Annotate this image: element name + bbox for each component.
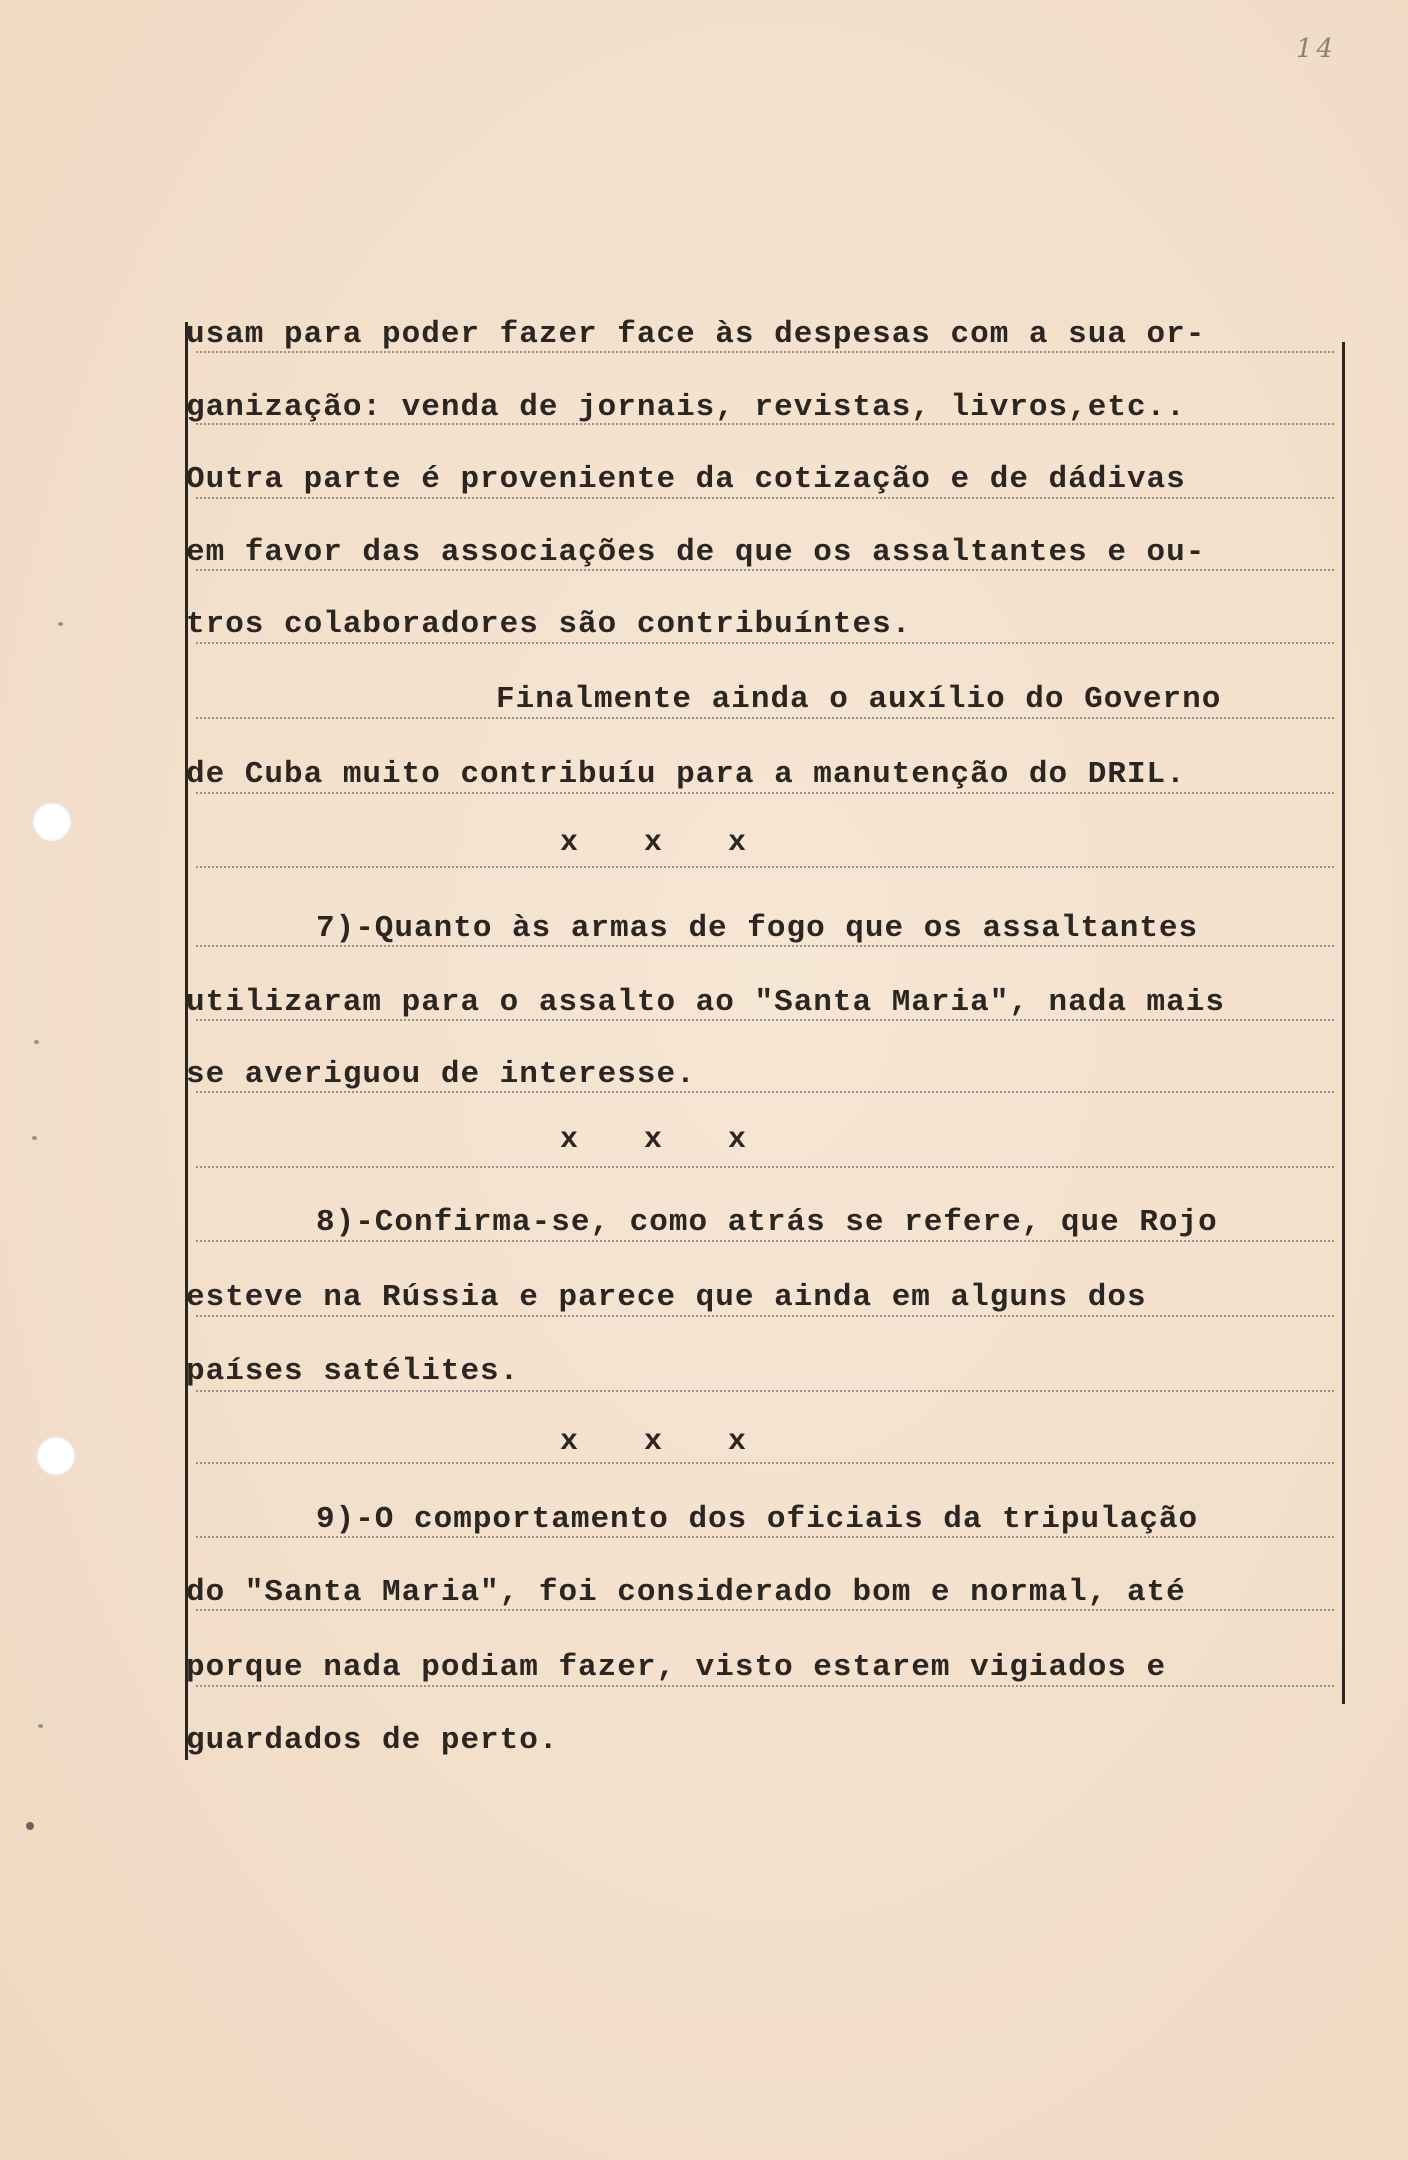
numbered-item-8: 8)-Confirma-se, como atrás se refere, que Rojo	[316, 1205, 1218, 1240]
text-line: utilizaram para o assalto ao "Santa Maria", nada mais	[186, 985, 1225, 1020]
punch-hole-bottom	[36, 1436, 76, 1476]
text-line: Outra parte é proveniente da cotização e de dádivas	[186, 462, 1186, 497]
text-line: tros colaboradores são contribuíntes.	[186, 607, 912, 642]
paper-speck	[26, 1822, 34, 1830]
text-line: de Cuba muito contribuíu para a manutenção do DRIL.	[186, 757, 1186, 792]
dotted-rule	[196, 1462, 1334, 1464]
section-separator: x x x	[560, 1425, 747, 1459]
text-line: guardados de perto.	[186, 1723, 559, 1758]
text-line: porque nada podiam fazer, visto estarem vigiados e	[186, 1650, 1167, 1685]
text-line: em favor das associações de que os assaltantes e ou-	[186, 535, 1206, 570]
paper-speck	[58, 622, 63, 626]
text-line: países satélites.	[186, 1354, 520, 1389]
numbered-item-7: 7)-Quanto às armas de fogo que os assaltantes	[316, 911, 1199, 946]
page-number: 14	[1296, 34, 1338, 64]
text-line: esteve na Rússia e parece que ainda em alguns dos	[186, 1280, 1147, 1315]
text-line: do "Santa Maria", foi considerado bom e normal, até	[186, 1575, 1186, 1610]
paper-speck	[34, 1040, 39, 1044]
paper-speck	[32, 1136, 37, 1140]
numbered-item-9: 9)-O comportamento dos oficiais da tripulação	[316, 1502, 1199, 1537]
text-line: se averiguou de interesse.	[186, 1057, 696, 1092]
dotted-rule	[196, 866, 1334, 868]
paper-speck	[38, 1724, 43, 1728]
section-separator: x x x	[560, 826, 747, 860]
punch-hole-top	[32, 802, 72, 842]
right-margin-rule	[1342, 342, 1345, 1704]
text-line: Finalmente ainda o auxílio do Governo	[496, 682, 1222, 717]
dotted-rule	[196, 1166, 1334, 1168]
section-separator: x x x	[560, 1123, 747, 1157]
text-line: usam para poder fazer face às despesas com a sua or-	[186, 317, 1206, 352]
text-line: ganização: venda de jornais, revistas, livros,etc..	[186, 390, 1186, 425]
